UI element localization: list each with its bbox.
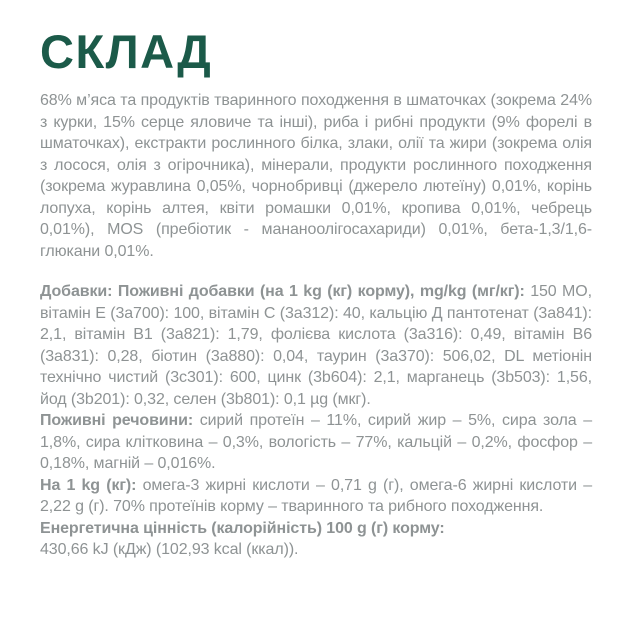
composition-text: 68% м’яса та продуктів тваринного походження в шматочках (зокрема 24% з курки, 15% серце яловиче та інші), риба і рибні продукти (9% форелі в шматочках), екстракти рослинного білка, злаки, олії та жири (зокрема олія з лосося, олія з огірочника), мінерали, продукти рослинного походження (зокрема журавлина 0,05%, чорнобривці (джерело лютеїну) 0,01%, корінь лопуха, корінь алтея, квіти ромашки 0,01%, кропива 0,01%, чебрець 0,01%), MOS (пребіотик - мананоолігосахариди) 0,01%, бета-1,3/1,6-глюкани 0,01%.: [40, 92, 592, 260]
nutrients-label: Поживні речовини:: [40, 412, 194, 429]
additives-paragraph: [40, 281, 592, 410]
energy-value: [40, 539, 592, 561]
nutrients-paragraph: [40, 410, 592, 475]
per-kg-text: омега-3 жирні кислоти – 0,71 g (г), омега-6 жирні кислоти – 2,22 g (г). 70% протеїнів корму – тваринного та рибного походження.: [40, 476, 592, 515]
per-kg-label: На 1 kg (кг):: [40, 476, 137, 494]
nutrients-text: сирий протеїн – 11%, сирий жир – 5%, сира зола – 1,8%, сира клітковина – 0,3%, вологість – 77%, кальцій – 0,2%, фосфор – 0,18%, магній – 0,016%.: [40, 412, 592, 472]
energy-heading-label: Енергетична цінність (калорійність) 100 g (г) корму:: [40, 519, 445, 537]
energy-heading: [40, 518, 592, 540]
page-title: СКЛАД: [40, 25, 213, 78]
energy-value-text: 430,66 kJ (кДж) (102,93 kcal (ккал)).: [40, 541, 299, 558]
additives-label: Добавки: Поживні добавки (на 1 kg (кг) корму), mg/kg (мг/кг):: [40, 283, 525, 300]
composition-paragraph: [40, 90, 592, 262]
per-kg-paragraph: [40, 475, 592, 518]
additives-text: 150 МО, вітамін E (3a700): 100, вітамін C (3a312): 40, кальцію Д пантотенат (3a841): 2,1, вітамін B1 (3a821): 1,79, фолієва кислота (3a316): 0,49, вітамін B6 (3a831): 0,28, біотин (3a880): 0,04, таурин (3a370): 506,02, DL метіонін технічно чистий (3c301): 600, цинк (3b604): 2,1, марганець (3b503): 1,56, йод (3b201): 0,32, селен (3b801): 0,1 µg (мкг).: [40, 283, 592, 408]
